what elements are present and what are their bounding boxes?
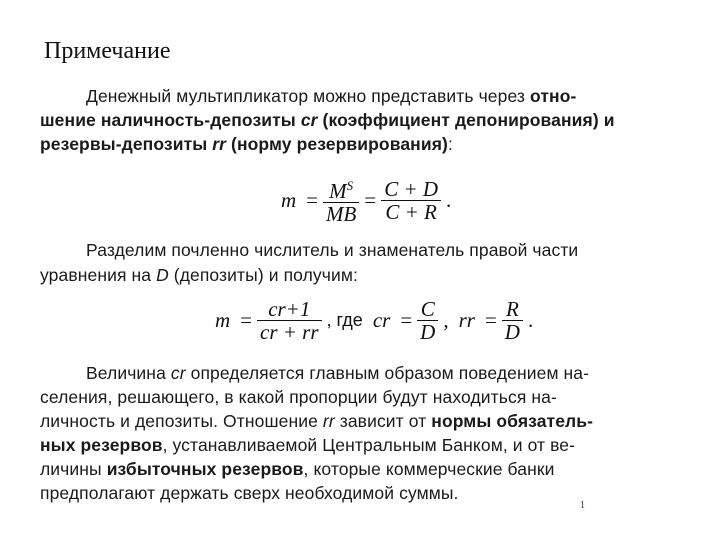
paragraph1-line3: резервы-депозиты rr (норму резервирования): (40, 134, 453, 154)
rr-symbol: rr (212, 134, 227, 154)
paragraph2-line2: уравнения на D (депозиты) и получим: (40, 265, 358, 285)
paragraph1-line2: шение наличность-депозиты cr (коэффициент депонирования) и (40, 110, 615, 130)
scanned-text-block (40, 80, 690, 520)
formula-multiplier-ratios: m = $\frac{cr+1}{cr + rr}$ , где cr = $\frac{C}{D}$ , rr = $\frac{R}{D}$ . (215, 297, 534, 344)
fraction-c-over-d: $\frac{C}{D}$ (417, 298, 438, 343)
paragraph1-line1: Денежный мультипликатор можно представить через отно- (86, 86, 577, 106)
cr-symbol: cr (300, 110, 318, 130)
paragraph3-line5: личины избыточных резервов, которые коммерческие банки (40, 459, 555, 479)
paragraph3-line2: селения, решающего, в какой пропорции будут находиться на- (40, 387, 557, 407)
paragraph3-line3: личность и депозиты. Отношение rr зависит от нормы обязатель- (40, 411, 594, 431)
paragraph3-line4: ных резервов, устанавливаемой Центральным Банком, и от ве- (40, 435, 576, 455)
paragraph3-line6: предполагают держать сверх необходимой суммы. (40, 483, 459, 503)
paragraph3-line1: Величина cr определяется главным образом поведением на- (86, 363, 590, 383)
paragraph2-line1: Разделим почленно числитель и знаменатель правой части (86, 240, 579, 260)
fraction-r-over-d: $\frac{R}{D}$ (502, 298, 523, 343)
fraction-c-plus-d-over-c-plus-r: $\frac{C + D}{C + R}$ (381, 178, 441, 223)
formula-money-multiplier: m = $\frac{M^S}{MB}$ = $\frac{C + D}{C + R}$ . (281, 176, 452, 226)
fraction-cr-plus-1: $\frac{cr+1}{cr + rr}$ (257, 298, 322, 343)
slide-title: Примечание (44, 38, 171, 64)
fraction-ms-over-mb: $\frac{M^S}{MB}$ (323, 175, 359, 225)
page-mark: 1 (580, 500, 585, 511)
